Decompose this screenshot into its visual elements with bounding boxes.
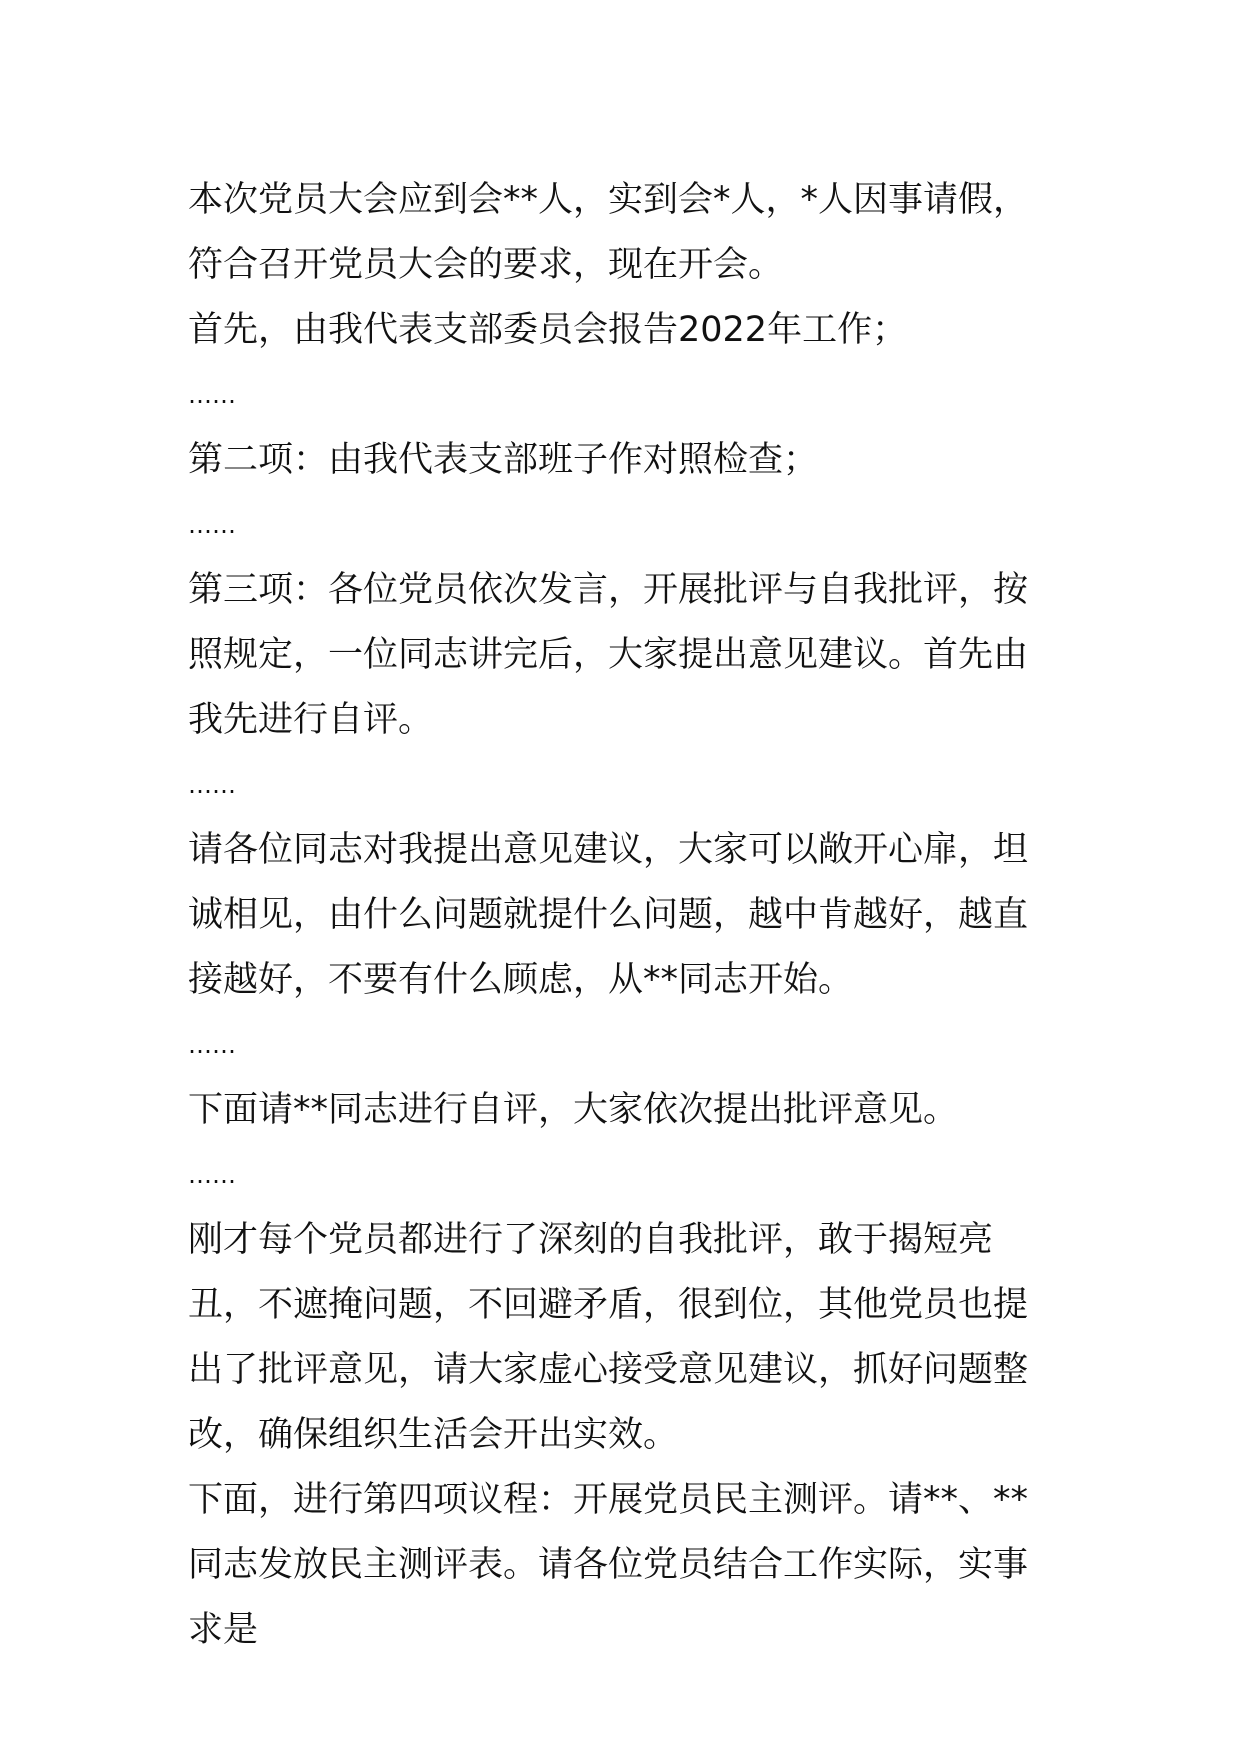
ellipsis-4: …… xyxy=(188,1031,236,1059)
paragraph-attendance: 本次党员大会应到会**人，实到会*人，*人因事请假，符合召开党员大会的要求，现在开会。 xyxy=(188,180,1029,285)
ellipsis-3: …… xyxy=(188,771,236,799)
paragraph-fourth-item: 下面，进行第四项议程：开展党员民主测评。请**、**同志发放民主测评表。请各位党员结合工作实际，实事求是 xyxy=(188,1480,1029,1650)
ellipsis-2: …… xyxy=(188,511,236,539)
paragraph-second-item: 第二项：由我代表支部班子作对照检查； xyxy=(188,440,819,480)
paragraph-first-item: 首先，由我代表支部委员会报告2022年工作； xyxy=(188,310,908,350)
document-body xyxy=(188,168,1058,1663)
ellipsis-5: …… xyxy=(188,1161,236,1189)
paragraph-self-review: 下面请**同志进行自评，大家依次提出批评意见。 xyxy=(188,1090,959,1130)
paragraph-invite-comments: 请各位同志对我提出意见建议，大家可以敞开心扉，坦诚相见，由什么问题就提什么问题，越中肯越好，越直接越好，不要有什么顾虑，从**同志开始。 xyxy=(188,830,1029,1000)
paragraph-third-item: 第三项：各位党员依次发言，开展批评与自我批评，按照规定，一位同志讲完后，大家提出意见建议。首先由我先进行自评。 xyxy=(188,570,1029,740)
paragraph-summary: 刚才每个党员都进行了深刻的自我批评，敢于揭短亮丑，不遮掩问题，不回避矛盾，很到位，其他党员也提出了批评意见，请大家虚心接受意见建议，抓好问题整改，确保组织生活会开出实效。 xyxy=(188,1220,1029,1455)
ellipsis-1: …… xyxy=(188,381,236,409)
